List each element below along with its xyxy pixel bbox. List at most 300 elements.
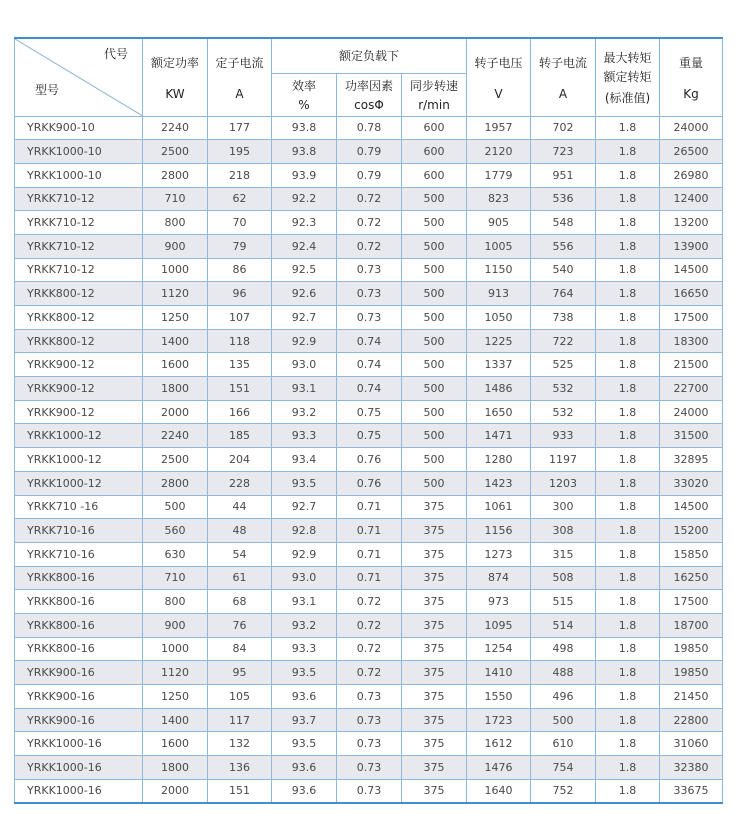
cell-sync-speed: 500 [402, 400, 467, 424]
cell-power-factor: 0.72 [337, 234, 402, 258]
cell-sync-speed: 500 [402, 187, 467, 211]
cell-stator-current: 96 [208, 282, 272, 306]
cell-rated-power: 1800 [143, 756, 208, 780]
table-header [15, 38, 723, 116]
table-row [15, 424, 723, 448]
cell-rotor-current: 540 [531, 258, 596, 282]
cell-stator-current: 228 [208, 471, 272, 495]
cell-max-torque-ratio: 1.8 [596, 306, 660, 330]
cell-power-factor: 0.76 [337, 448, 402, 472]
cell-weight: 16650 [660, 282, 723, 306]
cell-sync-speed: 500 [402, 282, 467, 306]
cell-rotor-voltage: 973 [467, 590, 531, 614]
cell-rotor-current: 1197 [531, 448, 596, 472]
cell-rated-power: 1120 [143, 661, 208, 685]
cell-rated-power: 2000 [143, 779, 208, 803]
cell-rotor-current: 496 [531, 685, 596, 709]
cell-power-factor: 0.75 [337, 424, 402, 448]
cell-rated-power: 1250 [143, 306, 208, 330]
cell-sync-speed: 375 [402, 637, 467, 661]
cell-rotor-current: 933 [531, 424, 596, 448]
table-row [15, 685, 723, 709]
cell-weight: 22800 [660, 708, 723, 732]
cell-power-factor: 0.71 [337, 566, 402, 590]
cell-power-factor: 0.73 [337, 306, 402, 330]
cell-rotor-voltage: 1486 [467, 377, 531, 401]
cell-max-torque-ratio: 1.8 [596, 685, 660, 709]
cell-rotor-voltage: 1410 [467, 661, 531, 685]
cell-max-torque-ratio: 1.8 [596, 377, 660, 401]
cell-rotor-voltage: 1957 [467, 116, 531, 140]
cell-max-torque-ratio: 1.8 [596, 542, 660, 566]
cell-model: YRKK1000-16 [15, 779, 143, 803]
cell-rated-power: 1600 [143, 732, 208, 756]
cell-rotor-current: 300 [531, 495, 596, 519]
cell-weight: 33675 [660, 779, 723, 803]
cell-model: YRKK1000-16 [15, 756, 143, 780]
table-row [15, 234, 723, 258]
cell-efficiency: 92.2 [272, 187, 337, 211]
table-row [15, 400, 723, 424]
table-row [15, 661, 723, 685]
cell-weight: 31500 [660, 424, 723, 448]
header-sync-speed: 同步转速 r/min [402, 73, 467, 116]
cell-max-torque-ratio: 1.8 [596, 756, 660, 780]
cell-rated-power: 2800 [143, 163, 208, 187]
cell-power-factor: 0.75 [337, 400, 402, 424]
cell-rotor-current: 514 [531, 613, 596, 637]
cell-model: YRKK800-12 [15, 306, 143, 330]
cell-sync-speed: 500 [402, 329, 467, 353]
table-row [15, 353, 723, 377]
cell-efficiency: 93.5 [272, 471, 337, 495]
cell-rotor-voltage: 1273 [467, 542, 531, 566]
cell-efficiency: 92.7 [272, 306, 337, 330]
cell-efficiency: 93.7 [272, 708, 337, 732]
cell-rotor-current: 308 [531, 519, 596, 543]
cell-weight: 19850 [660, 637, 723, 661]
cell-weight: 17500 [660, 306, 723, 330]
table-row [15, 590, 723, 614]
cell-max-torque-ratio: 1.8 [596, 708, 660, 732]
cell-weight: 14500 [660, 495, 723, 519]
cell-max-torque-ratio: 1.8 [596, 519, 660, 543]
motor-spec-table-container [14, 37, 722, 804]
cell-rated-power: 560 [143, 519, 208, 543]
cell-rotor-voltage: 1150 [467, 258, 531, 282]
cell-rotor-current: 488 [531, 661, 596, 685]
cell-max-torque-ratio: 1.8 [596, 282, 660, 306]
cell-sync-speed: 375 [402, 519, 467, 543]
cell-stator-current: 76 [208, 613, 272, 637]
cell-weight: 24000 [660, 400, 723, 424]
cell-rotor-current: 1203 [531, 471, 596, 495]
cell-rated-power: 2500 [143, 140, 208, 164]
cell-rotor-current: 764 [531, 282, 596, 306]
cell-efficiency: 93.1 [272, 590, 337, 614]
table-row [15, 708, 723, 732]
cell-rated-power: 710 [143, 187, 208, 211]
cell-efficiency: 93.2 [272, 400, 337, 424]
cell-stator-current: 107 [208, 306, 272, 330]
table-row [15, 732, 723, 756]
table-row [15, 163, 723, 187]
cell-rotor-current: 315 [531, 542, 596, 566]
cell-rated-power: 630 [143, 542, 208, 566]
cell-efficiency: 93.5 [272, 661, 337, 685]
cell-weight: 17500 [660, 590, 723, 614]
cell-rotor-voltage: 1225 [467, 329, 531, 353]
cell-stator-current: 95 [208, 661, 272, 685]
cell-model: YRKK1000-16 [15, 732, 143, 756]
cell-rotor-voltage: 1423 [467, 471, 531, 495]
cell-weight: 15200 [660, 519, 723, 543]
cell-rotor-voltage: 1337 [467, 353, 531, 377]
cell-weight: 13200 [660, 211, 723, 235]
cell-efficiency: 93.1 [272, 377, 337, 401]
cell-sync-speed: 600 [402, 140, 467, 164]
cell-rated-power: 1800 [143, 377, 208, 401]
cell-rotor-voltage: 1640 [467, 779, 531, 803]
cell-rotor-voltage: 2120 [467, 140, 531, 164]
header-model-label: 型号 [35, 82, 60, 97]
cell-efficiency: 93.9 [272, 163, 337, 187]
cell-rated-power: 1000 [143, 258, 208, 282]
cell-sync-speed: 375 [402, 732, 467, 756]
cell-power-factor: 0.78 [337, 116, 402, 140]
cell-rotor-voltage: 874 [467, 566, 531, 590]
cell-sync-speed: 600 [402, 163, 467, 187]
cell-model: YRKK710-16 [15, 542, 143, 566]
cell-rotor-current: 754 [531, 756, 596, 780]
cell-weight: 18700 [660, 613, 723, 637]
cell-sync-speed: 375 [402, 495, 467, 519]
cell-model: YRKK710-12 [15, 258, 143, 282]
cell-max-torque-ratio: 1.8 [596, 187, 660, 211]
cell-stator-current: 166 [208, 400, 272, 424]
cell-rotor-voltage: 1476 [467, 756, 531, 780]
cell-rotor-current: 525 [531, 353, 596, 377]
cell-max-torque-ratio: 1.8 [596, 471, 660, 495]
cell-stator-current: 177 [208, 116, 272, 140]
cell-rated-power: 1250 [143, 685, 208, 709]
table-row [15, 542, 723, 566]
cell-max-torque-ratio: 1.8 [596, 211, 660, 235]
cell-weight: 13900 [660, 234, 723, 258]
cell-rated-power: 1600 [143, 353, 208, 377]
cell-weight: 26980 [660, 163, 723, 187]
cell-efficiency: 93.5 [272, 732, 337, 756]
cell-model: YRKK710-12 [15, 211, 143, 235]
cell-rotor-current: 556 [531, 234, 596, 258]
cell-model: YRKK1000-10 [15, 163, 143, 187]
cell-efficiency: 92.4 [272, 234, 337, 258]
cell-sync-speed: 500 [402, 353, 467, 377]
cell-rotor-voltage: 1723 [467, 708, 531, 732]
cell-weight: 15850 [660, 542, 723, 566]
header-code-label: 代号 [103, 47, 128, 61]
header-rotor-voltage: 转子电压 V [467, 38, 531, 116]
cell-max-torque-ratio: 1.8 [596, 495, 660, 519]
cell-weight: 19850 [660, 661, 723, 685]
cell-rated-power: 500 [143, 495, 208, 519]
cell-max-torque-ratio: 1.8 [596, 448, 660, 472]
table-row [15, 779, 723, 803]
cell-stator-current: 151 [208, 377, 272, 401]
cell-power-factor: 0.73 [337, 732, 402, 756]
cell-rated-power: 2800 [143, 471, 208, 495]
cell-model: YRKK800-12 [15, 329, 143, 353]
cell-model: YRKK710-16 [15, 519, 143, 543]
cell-sync-speed: 375 [402, 756, 467, 780]
cell-sync-speed: 500 [402, 258, 467, 282]
table-row [15, 306, 723, 330]
cell-model: YRKK1000-12 [15, 471, 143, 495]
cell-sync-speed: 500 [402, 377, 467, 401]
cell-rotor-voltage: 1156 [467, 519, 531, 543]
cell-rotor-voltage: 1779 [467, 163, 531, 187]
cell-power-factor: 0.72 [337, 590, 402, 614]
cell-rotor-voltage: 1050 [467, 306, 531, 330]
cell-rated-power: 1120 [143, 282, 208, 306]
cell-efficiency: 93.6 [272, 779, 337, 803]
cell-weight: 12400 [660, 187, 723, 211]
cell-rated-power: 1400 [143, 708, 208, 732]
cell-rotor-voltage: 1650 [467, 400, 531, 424]
cell-stator-current: 204 [208, 448, 272, 472]
header-max-torque-ratio: 最大转矩 额定转矩 (标准值) [596, 38, 660, 116]
cell-power-factor: 0.71 [337, 519, 402, 543]
cell-power-factor: 0.74 [337, 329, 402, 353]
cell-model: YRKK710-12 [15, 234, 143, 258]
cell-rated-power: 1400 [143, 329, 208, 353]
cell-power-factor: 0.79 [337, 140, 402, 164]
cell-rotor-voltage: 1095 [467, 613, 531, 637]
cell-efficiency: 92.6 [272, 282, 337, 306]
cell-weight: 21450 [660, 685, 723, 709]
cell-sync-speed: 375 [402, 708, 467, 732]
cell-model: YRKK710 -16 [15, 495, 143, 519]
cell-rated-power: 2240 [143, 424, 208, 448]
cell-model: YRKK900-16 [15, 708, 143, 732]
cell-efficiency: 93.2 [272, 613, 337, 637]
cell-efficiency: 93.4 [272, 448, 337, 472]
cell-rotor-current: 723 [531, 140, 596, 164]
cell-efficiency: 92.8 [272, 519, 337, 543]
cell-rated-power: 2000 [143, 400, 208, 424]
cell-sync-speed: 500 [402, 471, 467, 495]
cell-model: YRKK1000-10 [15, 140, 143, 164]
cell-model: YRKK900-12 [15, 377, 143, 401]
header-diagonal-cell [15, 38, 143, 116]
cell-weight: 21500 [660, 353, 723, 377]
cell-stator-current: 218 [208, 163, 272, 187]
cell-model: YRKK800-16 [15, 566, 143, 590]
table-row [15, 471, 723, 495]
cell-rated-power: 900 [143, 613, 208, 637]
cell-stator-current: 62 [208, 187, 272, 211]
cell-rotor-voltage: 1550 [467, 685, 531, 709]
cell-rotor-current: 500 [531, 708, 596, 732]
header-rated-power: 额定功率 KW [143, 38, 208, 116]
cell-weight: 32895 [660, 448, 723, 472]
cell-weight: 14500 [660, 258, 723, 282]
cell-weight: 22700 [660, 377, 723, 401]
cell-rotor-current: 738 [531, 306, 596, 330]
table-row [15, 140, 723, 164]
cell-max-torque-ratio: 1.8 [596, 566, 660, 590]
cell-max-torque-ratio: 1.8 [596, 116, 660, 140]
table-row [15, 187, 723, 211]
cell-efficiency: 92.3 [272, 211, 337, 235]
cell-max-torque-ratio: 1.8 [596, 661, 660, 685]
cell-efficiency: 92.9 [272, 329, 337, 353]
cell-model: YRKK800-16 [15, 637, 143, 661]
cell-max-torque-ratio: 1.8 [596, 613, 660, 637]
cell-max-torque-ratio: 1.8 [596, 329, 660, 353]
cell-sync-speed: 600 [402, 116, 467, 140]
cell-rotor-voltage: 823 [467, 187, 531, 211]
cell-rotor-current: 722 [531, 329, 596, 353]
cell-stator-current: 136 [208, 756, 272, 780]
cell-rated-power: 710 [143, 566, 208, 590]
cell-efficiency: 92.9 [272, 542, 337, 566]
table-row [15, 377, 723, 401]
cell-rotor-current: 515 [531, 590, 596, 614]
header-rated-load-group: 额定负载下 [272, 38, 467, 73]
cell-power-factor: 0.73 [337, 282, 402, 306]
cell-rotor-current: 951 [531, 163, 596, 187]
cell-rated-power: 1000 [143, 637, 208, 661]
cell-model: YRKK1000-12 [15, 448, 143, 472]
cell-model: YRKK900-12 [15, 400, 143, 424]
cell-rotor-current: 508 [531, 566, 596, 590]
cell-sync-speed: 500 [402, 234, 467, 258]
cell-sync-speed: 375 [402, 542, 467, 566]
cell-power-factor: 0.73 [337, 779, 402, 803]
cell-stator-current: 54 [208, 542, 272, 566]
cell-weight: 31060 [660, 732, 723, 756]
cell-efficiency: 93.8 [272, 140, 337, 164]
cell-power-factor: 0.72 [337, 613, 402, 637]
cell-max-torque-ratio: 1.8 [596, 590, 660, 614]
cell-efficiency: 92.7 [272, 495, 337, 519]
cell-rotor-voltage: 1280 [467, 448, 531, 472]
table-row [15, 116, 723, 140]
table-row [15, 282, 723, 306]
cell-power-factor: 0.72 [337, 637, 402, 661]
table-row [15, 613, 723, 637]
cell-power-factor: 0.74 [337, 377, 402, 401]
cell-stator-current: 151 [208, 779, 272, 803]
cell-rotor-current: 532 [531, 400, 596, 424]
cell-power-factor: 0.73 [337, 685, 402, 709]
cell-weight: 33020 [660, 471, 723, 495]
cell-power-factor: 0.73 [337, 708, 402, 732]
cell-sync-speed: 500 [402, 424, 467, 448]
cell-stator-current: 118 [208, 329, 272, 353]
header-stator-current: 定子电流 A [208, 38, 272, 116]
table-row [15, 756, 723, 780]
cell-stator-current: 105 [208, 685, 272, 709]
cell-stator-current: 84 [208, 637, 272, 661]
header-weight: 重量 Kg [660, 38, 723, 116]
cell-rated-power: 800 [143, 211, 208, 235]
cell-stator-current: 135 [208, 353, 272, 377]
cell-efficiency: 93.6 [272, 756, 337, 780]
table-row [15, 566, 723, 590]
cell-weight: 24000 [660, 116, 723, 140]
cell-rotor-current: 498 [531, 637, 596, 661]
cell-model: YRKK710-12 [15, 187, 143, 211]
cell-stator-current: 70 [208, 211, 272, 235]
cell-weight: 16250 [660, 566, 723, 590]
table-row [15, 211, 723, 235]
cell-power-factor: 0.72 [337, 661, 402, 685]
table-row [15, 637, 723, 661]
cell-efficiency: 93.6 [272, 685, 337, 709]
cell-stator-current: 195 [208, 140, 272, 164]
cell-max-torque-ratio: 1.8 [596, 779, 660, 803]
cell-model: YRKK900-16 [15, 661, 143, 685]
cell-rotor-voltage: 1254 [467, 637, 531, 661]
cell-model: YRKK800-16 [15, 613, 143, 637]
cell-stator-current: 117 [208, 708, 272, 732]
cell-rotor-current: 536 [531, 187, 596, 211]
cell-power-factor: 0.74 [337, 353, 402, 377]
cell-efficiency: 93.3 [272, 424, 337, 448]
cell-power-factor: 0.71 [337, 542, 402, 566]
cell-rotor-voltage: 1612 [467, 732, 531, 756]
table-body [15, 116, 723, 803]
cell-max-torque-ratio: 1.8 [596, 353, 660, 377]
cell-sync-speed: 375 [402, 661, 467, 685]
cell-max-torque-ratio: 1.8 [596, 163, 660, 187]
cell-rotor-current: 752 [531, 779, 596, 803]
cell-stator-current: 132 [208, 732, 272, 756]
cell-rotor-voltage: 1061 [467, 495, 531, 519]
header-rotor-current: 转子电流 A [531, 38, 596, 116]
cell-rated-power: 2500 [143, 448, 208, 472]
header-power-factor: 功率因素 cosΦ [337, 73, 402, 116]
cell-rotor-voltage: 905 [467, 211, 531, 235]
cell-rated-power: 800 [143, 590, 208, 614]
cell-power-factor: 0.79 [337, 163, 402, 187]
cell-stator-current: 79 [208, 234, 272, 258]
table-row [15, 495, 723, 519]
cell-model: YRKK900-12 [15, 353, 143, 377]
cell-rated-power: 2240 [143, 116, 208, 140]
cell-rotor-current: 532 [531, 377, 596, 401]
cell-model: YRKK800-12 [15, 282, 143, 306]
cell-efficiency: 93.8 [272, 116, 337, 140]
cell-stator-current: 44 [208, 495, 272, 519]
cell-max-torque-ratio: 1.8 [596, 424, 660, 448]
cell-power-factor: 0.72 [337, 211, 402, 235]
cell-stator-current: 48 [208, 519, 272, 543]
cell-model: YRKK900-10 [15, 116, 143, 140]
cell-rotor-current: 702 [531, 116, 596, 140]
cell-power-factor: 0.73 [337, 756, 402, 780]
cell-weight: 32380 [660, 756, 723, 780]
cell-efficiency: 93.0 [272, 353, 337, 377]
cell-sync-speed: 500 [402, 306, 467, 330]
table-row [15, 329, 723, 353]
cell-power-factor: 0.76 [337, 471, 402, 495]
cell-efficiency: 92.5 [272, 258, 337, 282]
cell-efficiency: 93.0 [272, 566, 337, 590]
cell-weight: 26500 [660, 140, 723, 164]
